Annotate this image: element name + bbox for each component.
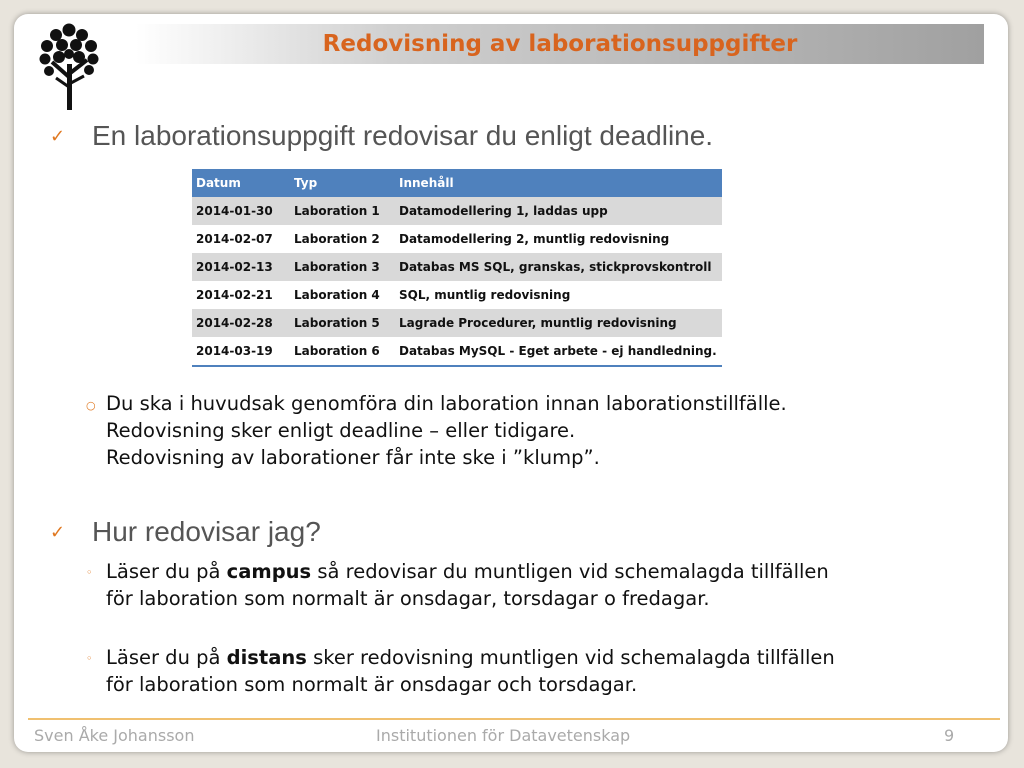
slide-title: Redovisning av laborationsuppgifter [322, 31, 798, 57]
sub1-line2: Redovisning sker enligt deadline – eller tidigare. [106, 419, 576, 442]
cell-type: Laboration 3 [290, 253, 395, 281]
footer-page-number: 9 [944, 726, 955, 745]
cell-content: Datamodellering 1, laddas upp [395, 197, 722, 225]
cell-content: Datamodellering 2, muntlig redovisning [399, 232, 670, 246]
sub-bullet-3 [86, 644, 986, 700]
sub3-post: sker redovisning muntligen vid schemalagda tillfällen [306, 646, 835, 669]
lab-table [192, 169, 722, 367]
cell-date: 2014-01-30 [192, 197, 290, 225]
tree-logo-icon [38, 22, 100, 110]
title-bar [136, 24, 984, 64]
bullet-text-1: En laborationsuppgift redovisar du enligt deadline. [92, 120, 714, 151]
table-row [192, 197, 722, 225]
cell-type: Laboration 6 [290, 337, 395, 366]
table-row [192, 253, 722, 281]
cell-date: 2014-02-28 [192, 309, 290, 337]
bullet-item-1 [50, 120, 950, 156]
sub3-line2: för laboration som normalt är onsdagar och torsdagar. [106, 673, 638, 696]
sub3-pre: Läser du på [106, 646, 227, 669]
sub-bullet-1 [86, 390, 986, 474]
cell-content: Lagrade Procedurer, muntlig redovisning [395, 309, 722, 337]
footer-divider [28, 718, 1000, 720]
checkmark-icon: ✓ [50, 522, 66, 543]
sub2-pre: Läser du på [106, 560, 227, 583]
sub1-line1: Du ska i huvudsak genomföra din laboration innan laborationstillfälle. [106, 392, 787, 415]
sub2-line2: för laboration som normalt är onsdagar, torsdagar o fredagar. [106, 587, 710, 610]
table-row [192, 281, 722, 309]
table-row [192, 309, 722, 337]
cell-type: Laboration 4 [294, 288, 380, 302]
sub1-line3: Redovisning av laborationer får inte ske i ”klump”. [106, 446, 600, 469]
header-datum: Datum [192, 169, 290, 197]
checkmark-icon: ✓ [50, 126, 66, 147]
sub3-bold: distans [226, 646, 307, 669]
cell-content: SQL, muntlig redovisning [399, 288, 571, 302]
cell-date: 2014-03-19 [192, 337, 290, 366]
bullet-item-2 [50, 516, 950, 552]
table-row [192, 225, 722, 253]
sub2-post: så redovisar du muntligen vid schemalagda tillfällen [311, 560, 829, 583]
footer-institution: Institutionen för Datavetenskap [376, 726, 631, 745]
cell-content: Databas MS SQL, granskas, stickprovskontroll [395, 253, 722, 281]
sub-bullet-2 [86, 558, 986, 614]
circle-bullet-icon: ◦ [86, 652, 93, 665]
bullet-text-2: Hur redovisar jag? [92, 516, 321, 547]
circle-bullet-icon: ◦ [86, 566, 93, 579]
table-row [192, 337, 722, 366]
cell-date: 2014-02-07 [196, 232, 273, 246]
cell-content: Databas MySQL - Eget arbete - ej handledning. [395, 337, 722, 366]
circle-bullet-icon: ○ [86, 399, 96, 412]
slide [14, 14, 1008, 752]
cell-type: Laboration 1 [290, 197, 395, 225]
header-typ: Typ [290, 169, 395, 197]
header-innehall: Innehåll [395, 169, 722, 197]
footer-author: Sven Åke Johansson [34, 726, 195, 745]
cell-date: 2014-02-13 [192, 253, 290, 281]
cell-type: Laboration 5 [290, 309, 395, 337]
sub2-bold: campus [226, 560, 312, 583]
table-header-row [192, 169, 722, 197]
cell-date: 2014-02-21 [196, 288, 273, 302]
cell-type: Laboration 2 [294, 232, 380, 246]
